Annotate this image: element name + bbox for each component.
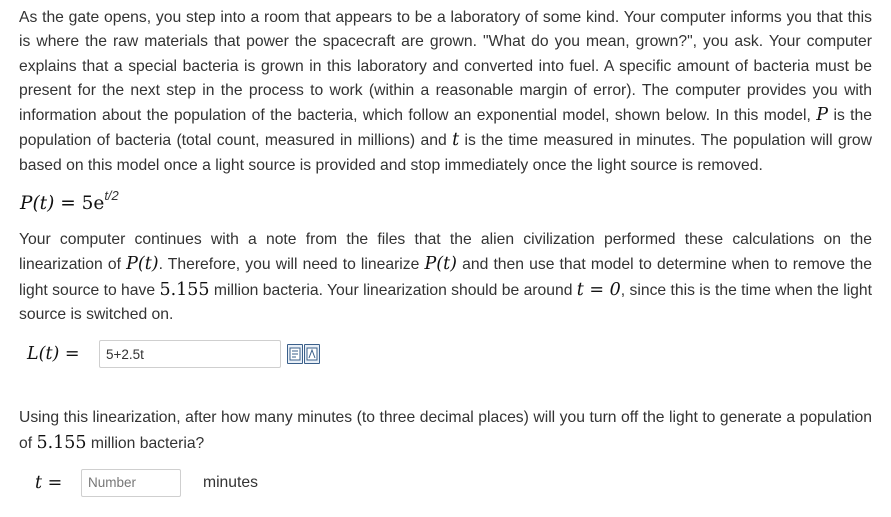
note-text-4: million bacteria. Your linearization should be around bbox=[209, 281, 577, 299]
question-target-value: 5.155 bbox=[36, 432, 87, 453]
var-t: t bbox=[452, 130, 460, 151]
answer-unit: minutes bbox=[203, 473, 258, 491]
note-expr-2: P(t) bbox=[424, 254, 457, 275]
formula-lhs: P(t) bbox=[20, 193, 55, 215]
formula-equals: = bbox=[54, 193, 82, 215]
note-text-3: and then use that model to determine when to remove the light source to have bbox=[19, 256, 873, 299]
answer-label: t = bbox=[35, 472, 63, 493]
syntax-help-icon[interactable] bbox=[304, 344, 320, 364]
note-text-1: Your computer continues with a note from the files that the alien civilization performed these calculations on the linearization of bbox=[19, 231, 872, 274]
intro-text-1: As the gate opens, you step into a room that appears to be a laboratory of some kind. Your computer informs you that this is where the raw materials that power the spacecraft are grown. "What do you mean, grown?", you ask. Your computer explains that a special bacteria is grown in this laboratory and converted into fuel. A specific amount of bacteria must be present for the next step in the process to work (within a reasonable margin of error). The computer provides you with information about the population of the bacteria, which follow an exponential model, shown below. In this model, bbox=[19, 9, 872, 125]
question-text-2: million bacteria? bbox=[86, 434, 205, 452]
note-expr-3: t = 0 bbox=[576, 279, 621, 300]
note-text-5: , since this is the time when the light source is switched on. bbox=[19, 281, 872, 323]
preview-buttons bbox=[287, 344, 321, 364]
linearization-label: L(t) = bbox=[27, 344, 80, 365]
model-formula bbox=[20, 188, 872, 216]
formula-preview-icon[interactable] bbox=[287, 344, 303, 364]
intro-paragraph bbox=[19, 6, 872, 178]
var-p: P bbox=[816, 105, 829, 126]
question-text-1: Using this linearization, after how many minutes (to three decimal places) will you turn off the light to generate a population of bbox=[19, 409, 872, 452]
formula-base: 5e bbox=[81, 193, 105, 215]
intro-text-2: is the population of bacteria (total count, measured in millions) and bbox=[19, 107, 872, 150]
note-expr-1: P(t) bbox=[126, 254, 159, 275]
note-paragraph bbox=[19, 228, 872, 327]
linearization-row bbox=[27, 339, 872, 369]
answer-row bbox=[35, 468, 872, 498]
linearization-input[interactable] bbox=[99, 340, 281, 368]
answer-input[interactable] bbox=[81, 469, 181, 497]
question-paragraph bbox=[19, 406, 872, 456]
formula-exponent: t/2 bbox=[104, 188, 119, 204]
note-text-2: . Therefore, you will need to linearize bbox=[158, 256, 425, 274]
note-target-value: 5.155 bbox=[159, 279, 210, 300]
intro-text-3: is the time measured in minutes. The population will grow based on this model once a light source is provided and stop immediately once the light source is removed. bbox=[19, 132, 872, 174]
